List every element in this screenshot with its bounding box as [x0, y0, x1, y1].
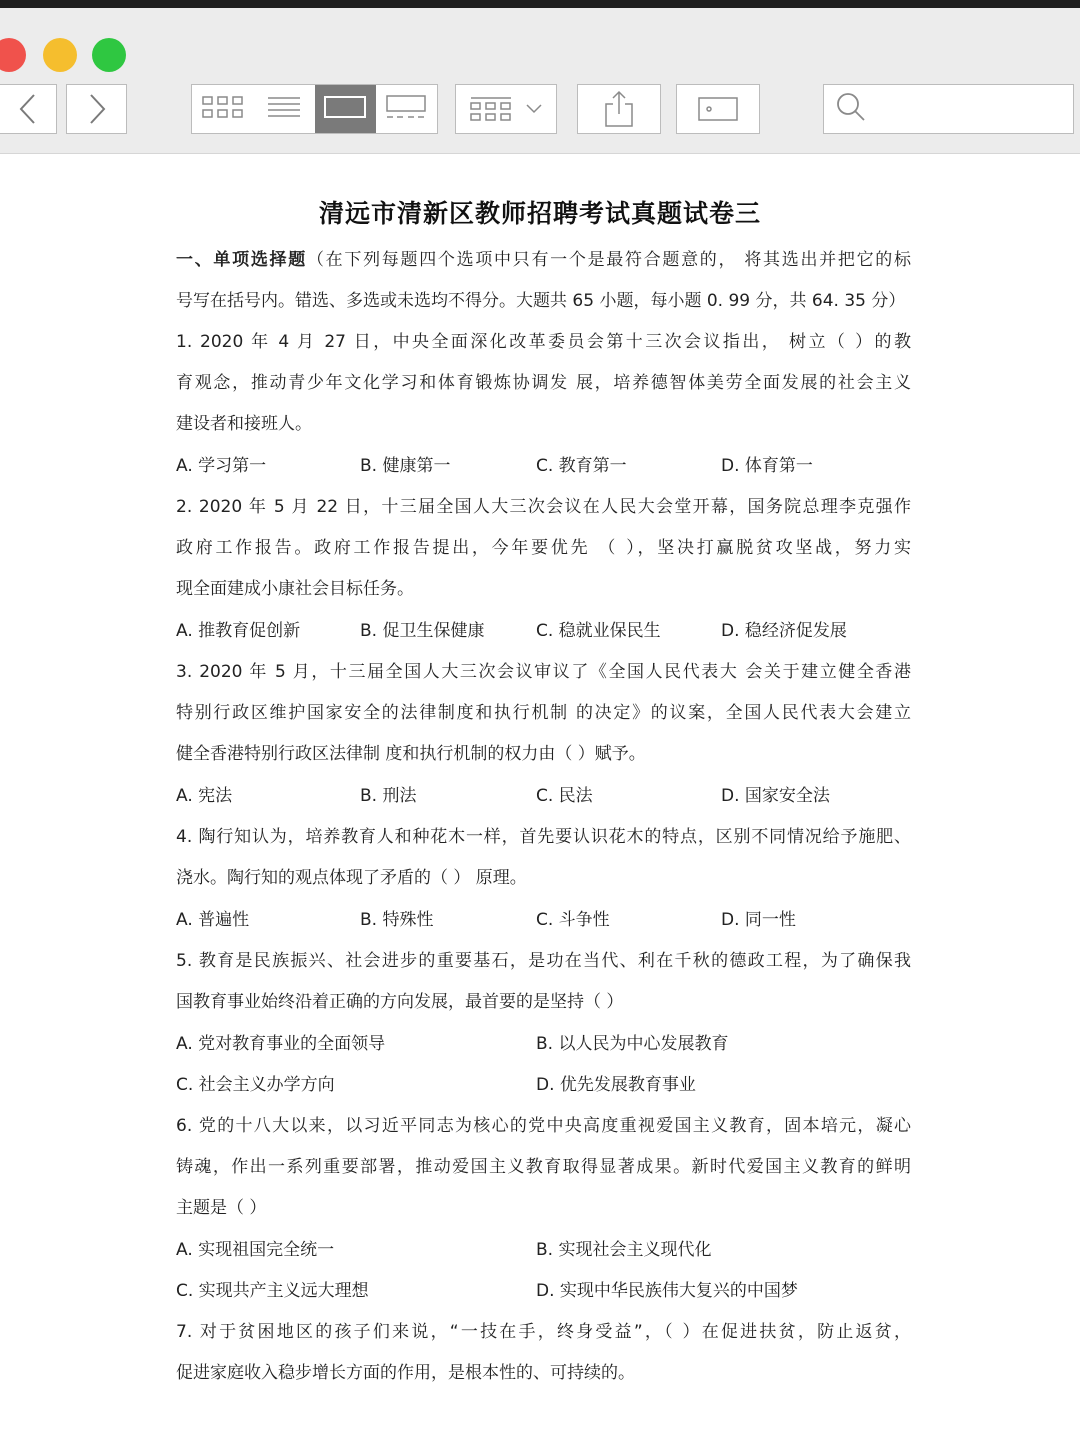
option-a: A. 推教育促创新 [176, 621, 301, 641]
option-c: C. 稳就业保民生 [536, 621, 661, 641]
document-page [0, 154, 1080, 1440]
option-d: D. 国家安全法 [721, 786, 830, 806]
document-title: 清远市清新区教师招聘考试真题试卷三 [318, 199, 761, 228]
question-line: 铸魂，作出一系列重要部署，推动爱国主义教育取得显著成果。新时代爱国主义教育的鲜明 [176, 1157, 911, 1177]
forward-button[interactable] [66, 84, 127, 134]
top-edge-bar [0, 0, 1080, 8]
option-b: B. 以人民为中心发展教育 [536, 1034, 729, 1054]
question-line: 3. 2020 年 5 月，十三届全国人大三次会议审议了《全国人民代表大 会关于建立健全香港 [176, 662, 911, 682]
option-c: C. 社会主义办学方向 [176, 1075, 335, 1095]
option-d: D. 稳经济促发展 [721, 621, 847, 641]
minimize-window-button[interactable] [43, 38, 77, 72]
option-b: B. 促卫生保健康 [360, 621, 485, 641]
filmstrip-view-icon [384, 94, 428, 124]
question-line: 健全香港特别行政区法律制 度和执行机制的权力由（ ）赋予。 [176, 744, 646, 764]
question-line: 促进家庭收入稳步增长方面的作用，是根本性的、可持续的。 [176, 1363, 635, 1383]
share-button[interactable] [577, 84, 661, 134]
option-c: C. 实现共产主义远大理想 [176, 1281, 369, 1301]
share-icon [603, 90, 635, 128]
question-line: 现全面建成小康社会目标任务。 [176, 579, 414, 599]
option-d: D. 优先发展教育事业 [536, 1075, 696, 1095]
single-page-view-icon [323, 94, 367, 124]
view-mode-segmented-control [191, 84, 438, 134]
section-instruction-line-2: 号写在括号内。错选、多选或未选均不得分。大题共 65 小题，每小题 0. 99 分，共 64. 35 分） [176, 291, 906, 311]
chevron-left-icon [18, 93, 38, 125]
grid-view-button[interactable] [192, 85, 253, 133]
option-d: D. 体育第一 [721, 456, 813, 476]
list-view-icon [266, 95, 302, 123]
question-line: 建设者和接班人。 [176, 414, 312, 434]
option-b: B. 特殊性 [360, 910, 434, 930]
question-line: 育观念，推动青少年文化学习和体育锻炼协调发 展，培养德智体美劳全面发展的社会主义 [176, 373, 911, 393]
group-view-dropdown[interactable] [455, 84, 557, 134]
filmstrip-view-button[interactable] [376, 85, 437, 133]
question-line: 7. 对于贫困地区的孩子们来说，“一技在手，终身受益”，（ ）在促进扶贫，防止返贫， [176, 1322, 911, 1342]
zoom-window-button[interactable] [92, 38, 126, 72]
option-a: A. 实现祖国完全统一 [176, 1240, 335, 1260]
option-d: D. 实现中华民族伟大复兴的中国梦 [536, 1281, 798, 1301]
option-a: A. 学习第一 [176, 456, 267, 476]
option-d: D. 同一性 [721, 910, 796, 930]
chevron-right-icon [87, 93, 107, 125]
question-line: 政府工作报告。政府工作报告提出，今年要优先 （ ），坚决打赢脱贫攻坚战，努力实 [176, 538, 911, 558]
question-line: 国教育事业始终沿着正确的方向发展，最首要的是坚持（ ） [176, 992, 624, 1012]
question-line: 1. 2020 年 4 月 27 日，中央全面深化改革委员会第十三次会议指出， 树立（ ）的教 [176, 332, 911, 352]
close-window-button[interactable] [0, 38, 26, 72]
question-line: 主题是（ ） [176, 1198, 267, 1218]
question-line: 4. 陶行知认为，培养教育人和种花木一样，首先要认识花木的特点，区别不同情况给予施肥、 [176, 827, 911, 847]
question-line: 浇水。陶行知的观点体现了矛盾的（ ） 原理。 [176, 868, 527, 888]
question-line: 5. 教育是民族振兴、社会进步的重要基石，是功在当代、利在千秋的德政工程，为了确保我 [176, 951, 911, 971]
grid-view-icon [201, 94, 245, 124]
option-c: C. 教育第一 [536, 456, 627, 476]
section-heading: 一、单项选择题 [176, 250, 307, 270]
single-page-view-button[interactable] [315, 85, 376, 133]
question-line: 特别行政区维护国家安全的法律制度和执行机制 的决定》的议案，全国人民代表大会建立 [176, 703, 911, 723]
viewer-toolbar [0, 8, 1080, 154]
option-a: A. 宪法 [176, 786, 233, 806]
option-c: C. 斗争性 [536, 910, 610, 930]
option-b: B. 实现社会主义现代化 [536, 1240, 712, 1260]
search-icon [834, 90, 868, 128]
list-view-button[interactable] [253, 85, 314, 133]
search-input[interactable] [868, 88, 1080, 130]
question-line: 6. 党的十八大以来，以习近平同志为核心的党中央高度重视爱国主义教育，固本培元，凝心 [176, 1116, 911, 1136]
option-c: C. 民法 [536, 786, 593, 806]
grouped-grid-icon [469, 96, 513, 122]
option-b: B. 健康第一 [360, 456, 451, 476]
search-field[interactable] [823, 84, 1074, 134]
option-a: A. 党对教育事业的全面领导 [176, 1034, 386, 1054]
option-a: A. 普遍性 [176, 910, 250, 930]
section-instruction: （在下列每题四个选项中只有一个是最符合题意的， 将其选出并把它的标 [306, 250, 911, 270]
screen-icon [697, 95, 739, 123]
chevron-down-icon [525, 103, 543, 115]
question-line: 2. 2020 年 5 月 22 日，十三届全国人大三次会议在人民大会堂开幕，国务院总理李克强作 [176, 497, 911, 517]
slideshow-button[interactable] [676, 84, 760, 134]
section-instruction-line-1 [176, 248, 911, 272]
back-button[interactable] [0, 84, 57, 134]
option-b: B. 刑法 [360, 786, 417, 806]
